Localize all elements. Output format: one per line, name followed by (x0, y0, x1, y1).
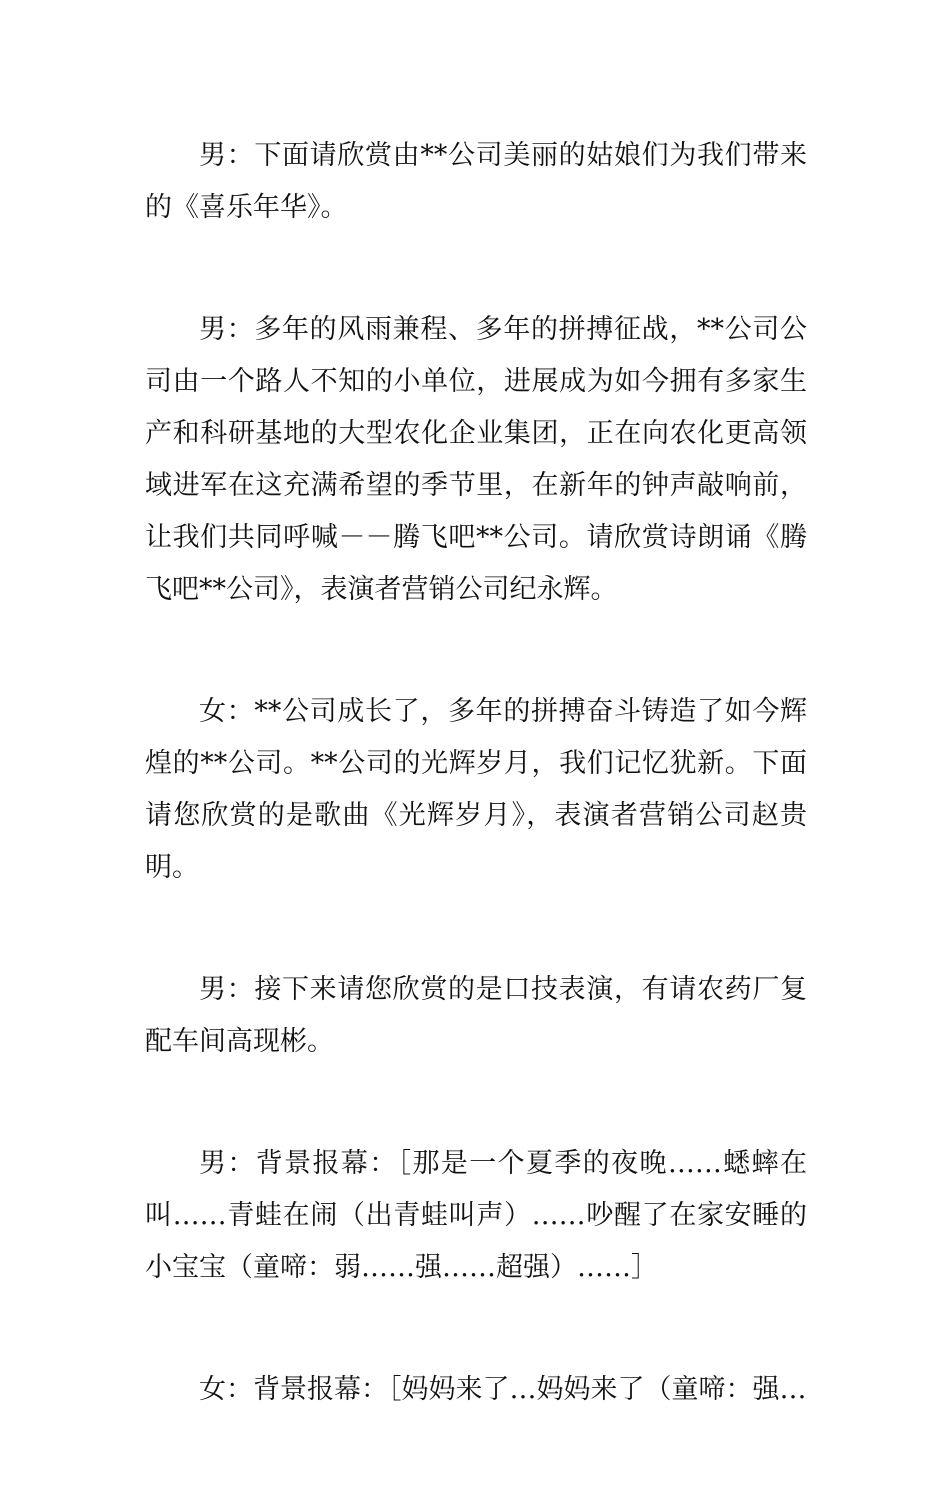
paragraph-male-ventriloquism: 男：接下来请您欣赏的是口技表演，有请农药厂复配车间高现彬。 (145, 974, 807, 1057)
paragraph-male-intro-xile-nianhua: 男：下面请欣赏由**公司美丽的姑娘们为我们带来的《喜乐年华》。 (145, 140, 807, 223)
paragraph-female-song-guanghui-suiyue: 女：**公司成长了，多年的拼搏奋斗铸造了如今辉煌的**公司。**公司的光辉岁月，我们记忆犹新。下面请您欣赏的是歌曲《光辉岁月》，表演者营销公司赵贵明。 (145, 696, 807, 883)
paragraph-female-background-narration: 女：背景报幕：［妈妈来了…妈妈来了（童啼：强… (199, 1374, 807, 1405)
paragraph-male-poem-recitation: 男：多年的风雨兼程、多年的拼搏征战，**公司公司由一个路人不知的小单位，进展成为如今拥有多家生产和科研基地的大型农化企业集团，正在向农化更高领域进军在这充满希望的季节里，在新年的钟声敲响前，让我们共同呼喊－－腾飞吧**公司。请欣赏诗朗诵《腾飞吧**公司》，表演者营销公司纪永辉。 (145, 314, 807, 605)
document-body (145, 130, 807, 1486)
paragraph-male-background-narration: 男：背景报幕：［那是一个夏季的夜晚……蟋蟀在叫……青蛙在闹（出青蛙叫声）……吵醒了在家安睡的小宝宝（童啼：弱……强……超强）……］ (145, 1148, 807, 1283)
